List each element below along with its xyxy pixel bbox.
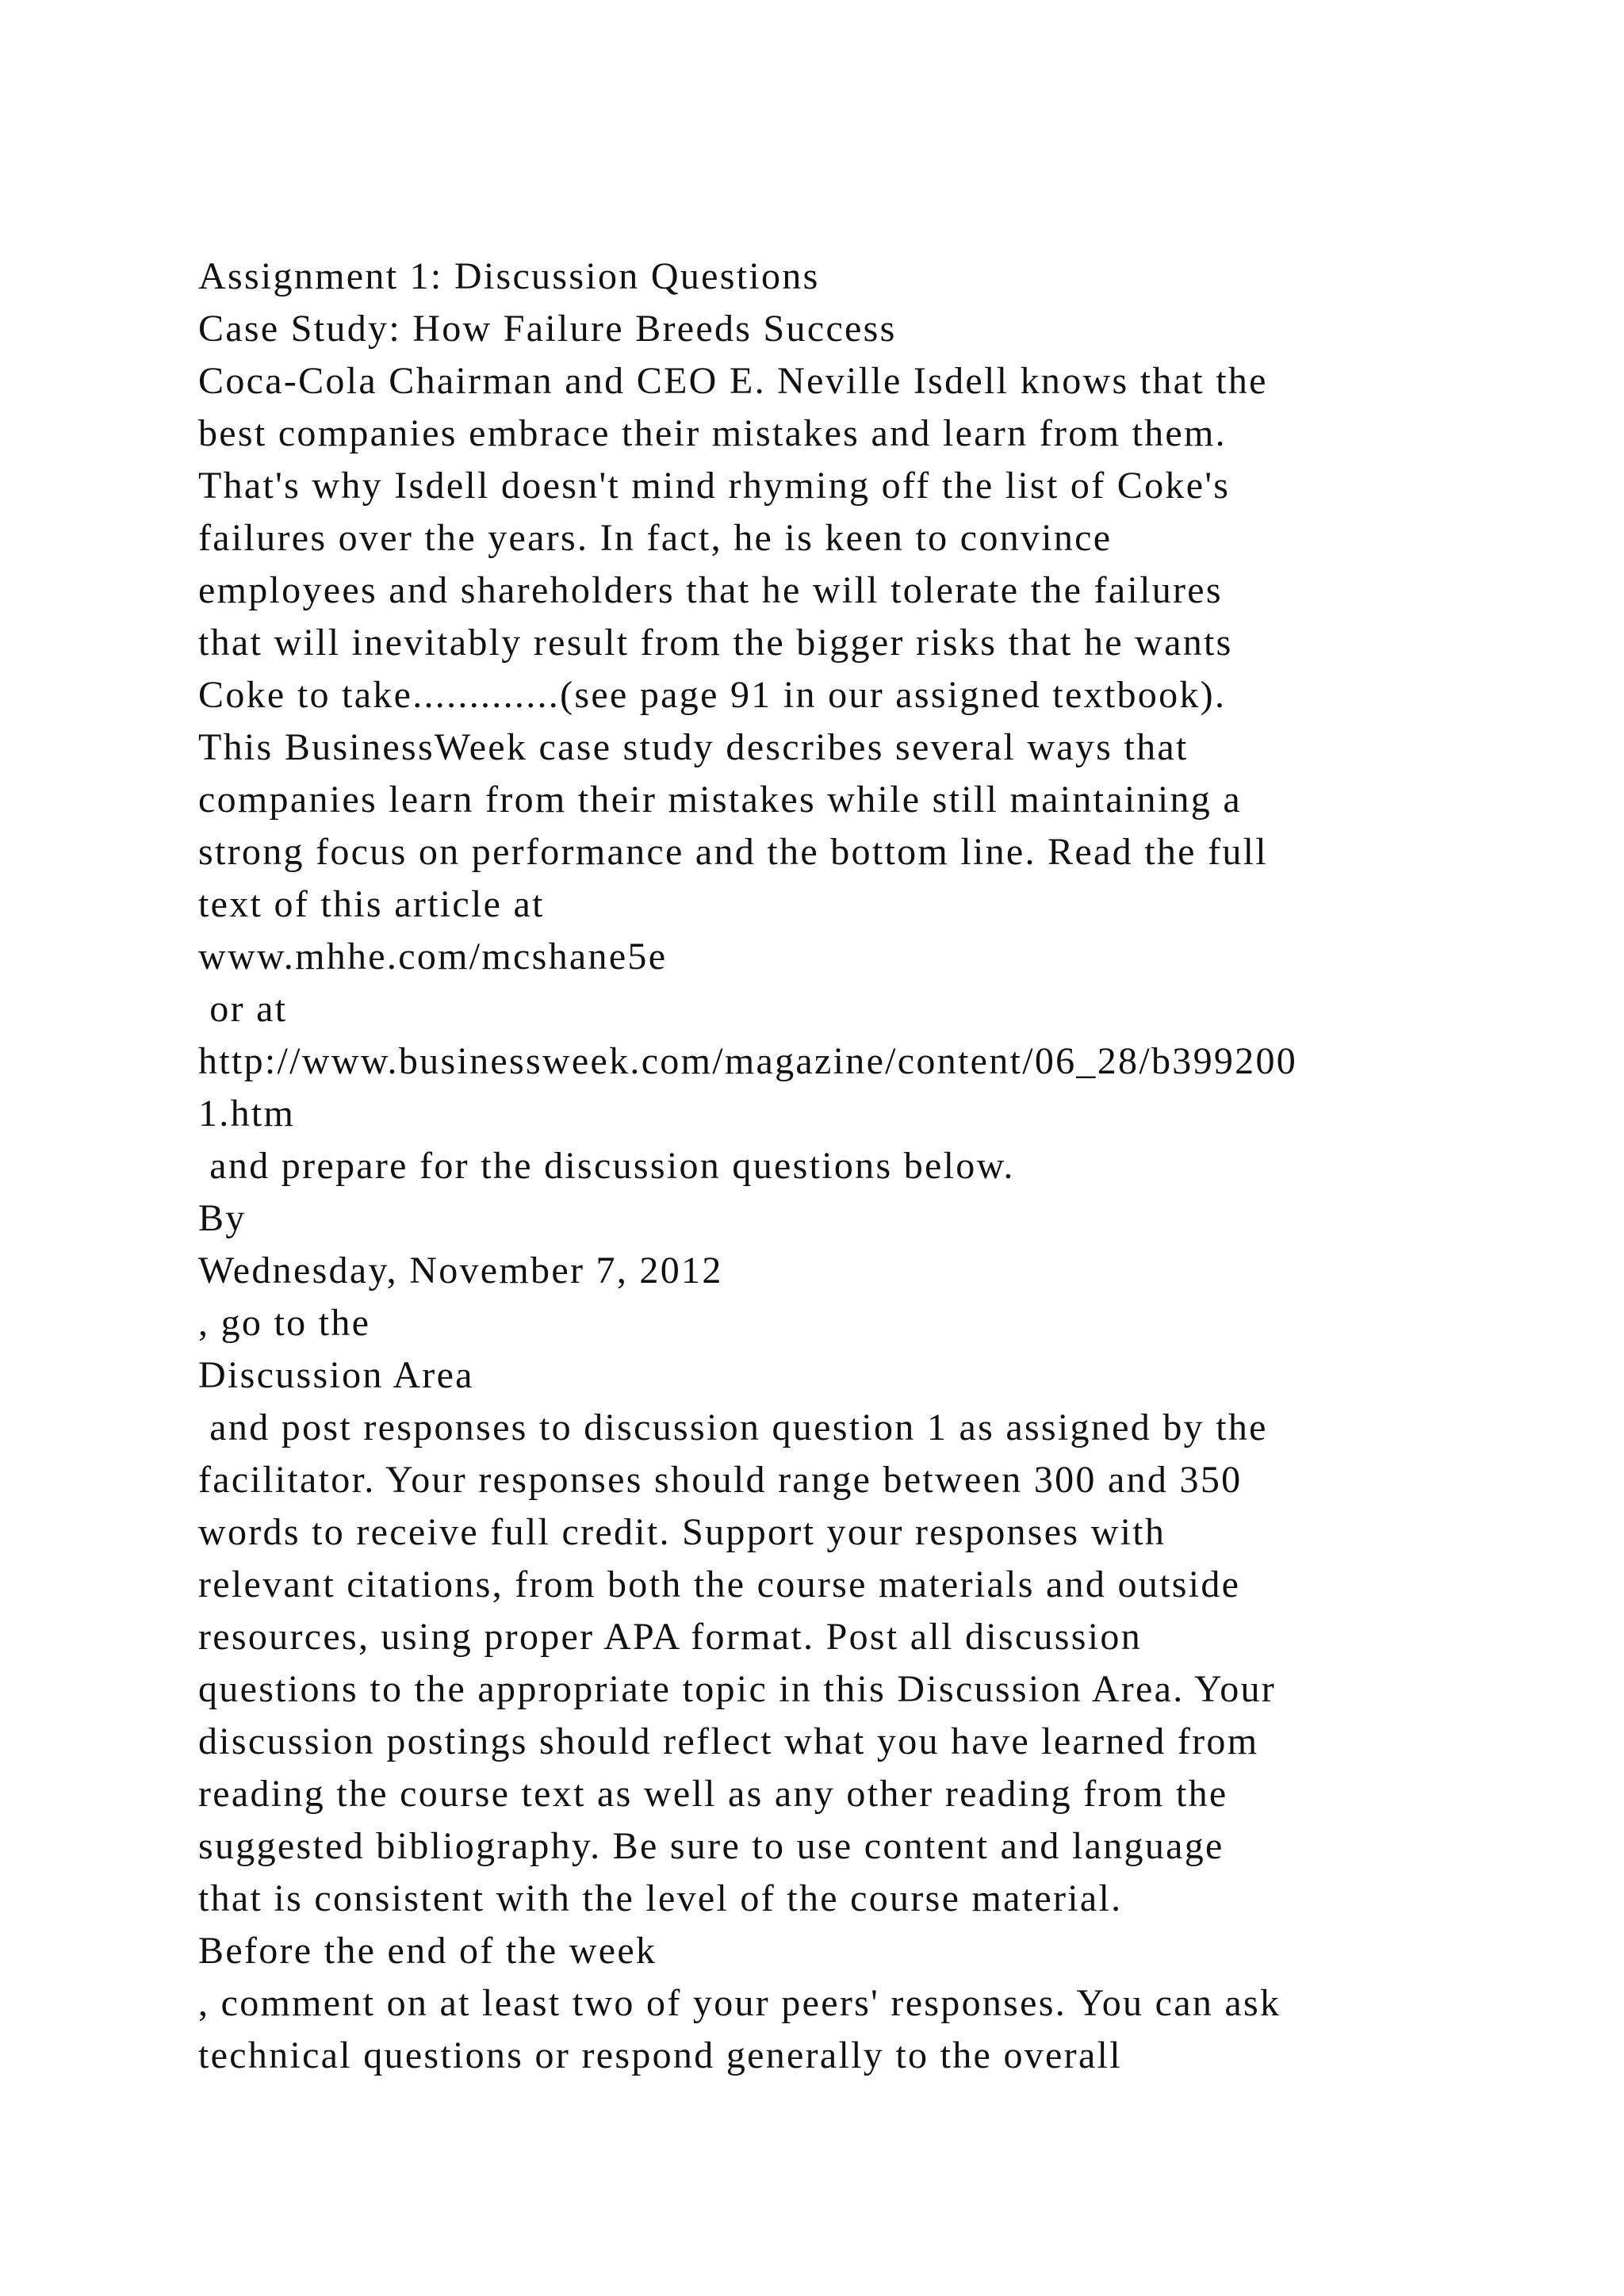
text-line: words to receive full credit. Support your responses with xyxy=(198,1511,1166,1553)
text-line: resources, using proper APA format. Post all discussion xyxy=(198,1616,1142,1658)
text-line: employees and shareholders that he will tolerate the failures xyxy=(198,569,1223,611)
text-line: that will inevitably result from the bigger risks that he wants xyxy=(198,622,1233,664)
text-line: facilitator. Your responses should range between 300 and 350 xyxy=(198,1459,1243,1501)
text-line: companies learn from their mistakes while still maintaining a xyxy=(198,779,1242,821)
businessweek-url: http://www.businessweek.com/magazine/content/06_28/b399200 xyxy=(198,1040,1298,1082)
due-date: Wednesday, November 7, 2012 xyxy=(198,1249,723,1292)
week-deadline-label: Before the end of the week xyxy=(198,1930,657,1972)
text-line: and post responses to discussion question 1 as assigned by the xyxy=(198,1406,1268,1448)
text-line: text of this article at xyxy=(198,883,545,925)
text-line: Coke to take.............(see page 91 in our assigned textbook). xyxy=(198,674,1227,716)
text-line: That's why Isdell doesn't mind rhyming off the list of Coke's xyxy=(198,465,1231,507)
text-line: best companies embrace their mistakes and learn from them. xyxy=(198,412,1227,454)
text-line: , go to the xyxy=(198,1302,371,1344)
text-line: or at xyxy=(198,988,288,1030)
text-line: failures over the years. In fact, he is keen to convince xyxy=(198,517,1113,559)
text-line: relevant citations, from both the course materials and outside xyxy=(198,1563,1241,1605)
text-line: discussion postings should reflect what you have learned from xyxy=(198,1720,1259,1762)
text-line: technical questions or respond generally to the overall xyxy=(198,2034,1122,2076)
text-line: By xyxy=(198,1197,247,1239)
text-line: , comment on at least two of your peers' responses. You can ask xyxy=(198,1982,1281,2024)
case-study-heading: Case Study: How Failure Breeds Success xyxy=(198,308,897,350)
text-line: reading the course text as well as any other reading from the xyxy=(198,1773,1228,1815)
discussion-area-label: Discussion Area xyxy=(198,1354,474,1396)
text-line: and prepare for the discussion questions below. xyxy=(198,1145,1015,1187)
mhhe-url: www.mhhe.com/mcshane5e xyxy=(198,936,668,978)
text-line: questions to the appropriate topic in this Discussion Area. Your xyxy=(198,1668,1277,1710)
text-line: This BusinessWeek case study describes several ways that xyxy=(198,726,1189,768)
text-line: that is consistent with the level of the course material. xyxy=(198,1877,1123,1919)
document-body xyxy=(198,251,1467,2082)
document-title: Assignment 1: Discussion Questions xyxy=(198,255,820,297)
text-line: strong focus on performance and the bottom line. Read the full xyxy=(198,831,1268,873)
businessweek-url-continued: 1.htm xyxy=(198,1093,296,1135)
text-line: suggested bibliography. Be sure to use content and language xyxy=(198,1825,1224,1867)
text-line: Coca-Cola Chairman and CEO E. Neville Isdell knows that the xyxy=(198,360,1268,402)
